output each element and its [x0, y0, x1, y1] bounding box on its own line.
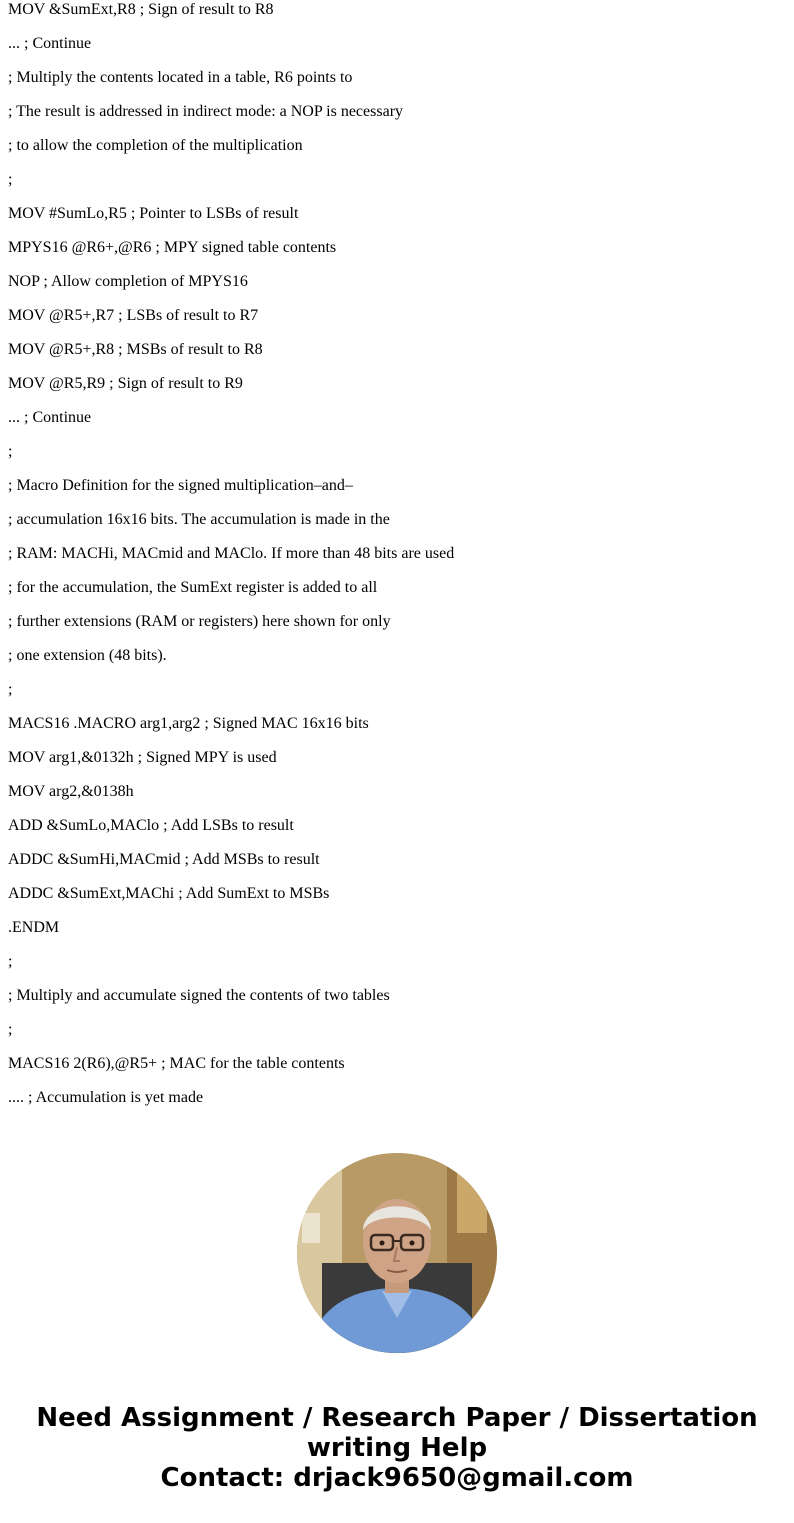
promo-banner — [0, 1403, 794, 1493]
code-line: ADDC &SumHi,MACmid ; Add MSBs to result — [8, 851, 320, 868]
code-line: ; — [8, 443, 13, 460]
code-line: NOP ; Allow completion of MPYS16 — [8, 273, 248, 290]
code-line: ... ; Continue — [8, 409, 92, 426]
code-line: ; one extension (48 bits). — [8, 647, 167, 664]
code-line: ; — [8, 171, 13, 188]
code-line: MOV @R5+,R7 ; LSBs of result to R7 — [8, 307, 259, 324]
code-line: ; — [8, 953, 13, 970]
author-avatar-icon — [297, 1153, 497, 1353]
code-line: MACS16 .MACRO arg1,arg2 ; Signed MAC 16x16 bits — [8, 715, 369, 732]
code-line: ; The result is addressed in indirect mode: a NOP is necessary — [8, 103, 404, 120]
code-line: MACS16 2(R6),@R5+ ; MAC for the table contents — [8, 1055, 345, 1072]
code-line: MPYS16 @R6+,@R6 ; MPY signed table contents — [8, 239, 337, 256]
code-listing — [8, 0, 778, 1122]
code-line: ; to allow the completion of the multiplication — [8, 137, 303, 154]
code-line: ... ; Continue — [8, 35, 92, 52]
code-line: ; Macro Definition for the signed multiplication–and– — [8, 477, 353, 494]
code-line: ; Multiply and accumulate signed the contents of two tables — [8, 987, 390, 1004]
code-line: MOV arg2,&0138h — [8, 783, 134, 800]
code-line: .... ; Accumulation is yet made — [8, 1089, 204, 1106]
promo-headline: Need Assignment / Research Paper / Dissertation — [36, 1403, 758, 1433]
code-line: ; Multiply the contents located in a table, R6 points to — [8, 69, 353, 86]
author-avatar — [297, 1153, 497, 1353]
code-line: ; — [8, 681, 13, 698]
code-line: MOV arg1,&0132h ; Signed MPY is used — [8, 749, 277, 766]
code-line: MOV @R5,R9 ; Sign of result to R9 — [8, 375, 243, 392]
code-line: ; for the accumulation, the SumExt register is added to all — [8, 579, 378, 596]
code-line: ADDC &SumExt,MAChi ; Add SumExt to MSBs — [8, 885, 330, 902]
code-line: MOV #SumLo,R5 ; Pointer to LSBs of result — [8, 205, 299, 222]
code-line: ; — [8, 1021, 13, 1038]
code-line: ; accumulation 16x16 bits. The accumulation is made in the — [8, 511, 390, 528]
code-line: MOV &SumExt,R8 ; Sign of result to R8 — [8, 1, 274, 18]
code-line: MOV @R5+,R8 ; MSBs of result to R8 — [8, 341, 263, 358]
code-line: ADD &SumLo,MAClo ; Add LSBs to result — [8, 817, 294, 834]
promo-contact: Contact: drjack9650@gmail.com — [160, 1463, 634, 1493]
code-line: ; RAM: MACHi, MACmid and MAClo. If more than 48 bits are used — [8, 545, 455, 562]
promo-subheadline: writing Help — [306, 1433, 488, 1463]
code-line: ; further extensions (RAM or registers) here shown for only — [8, 613, 391, 630]
code-line: .ENDM — [8, 919, 60, 936]
